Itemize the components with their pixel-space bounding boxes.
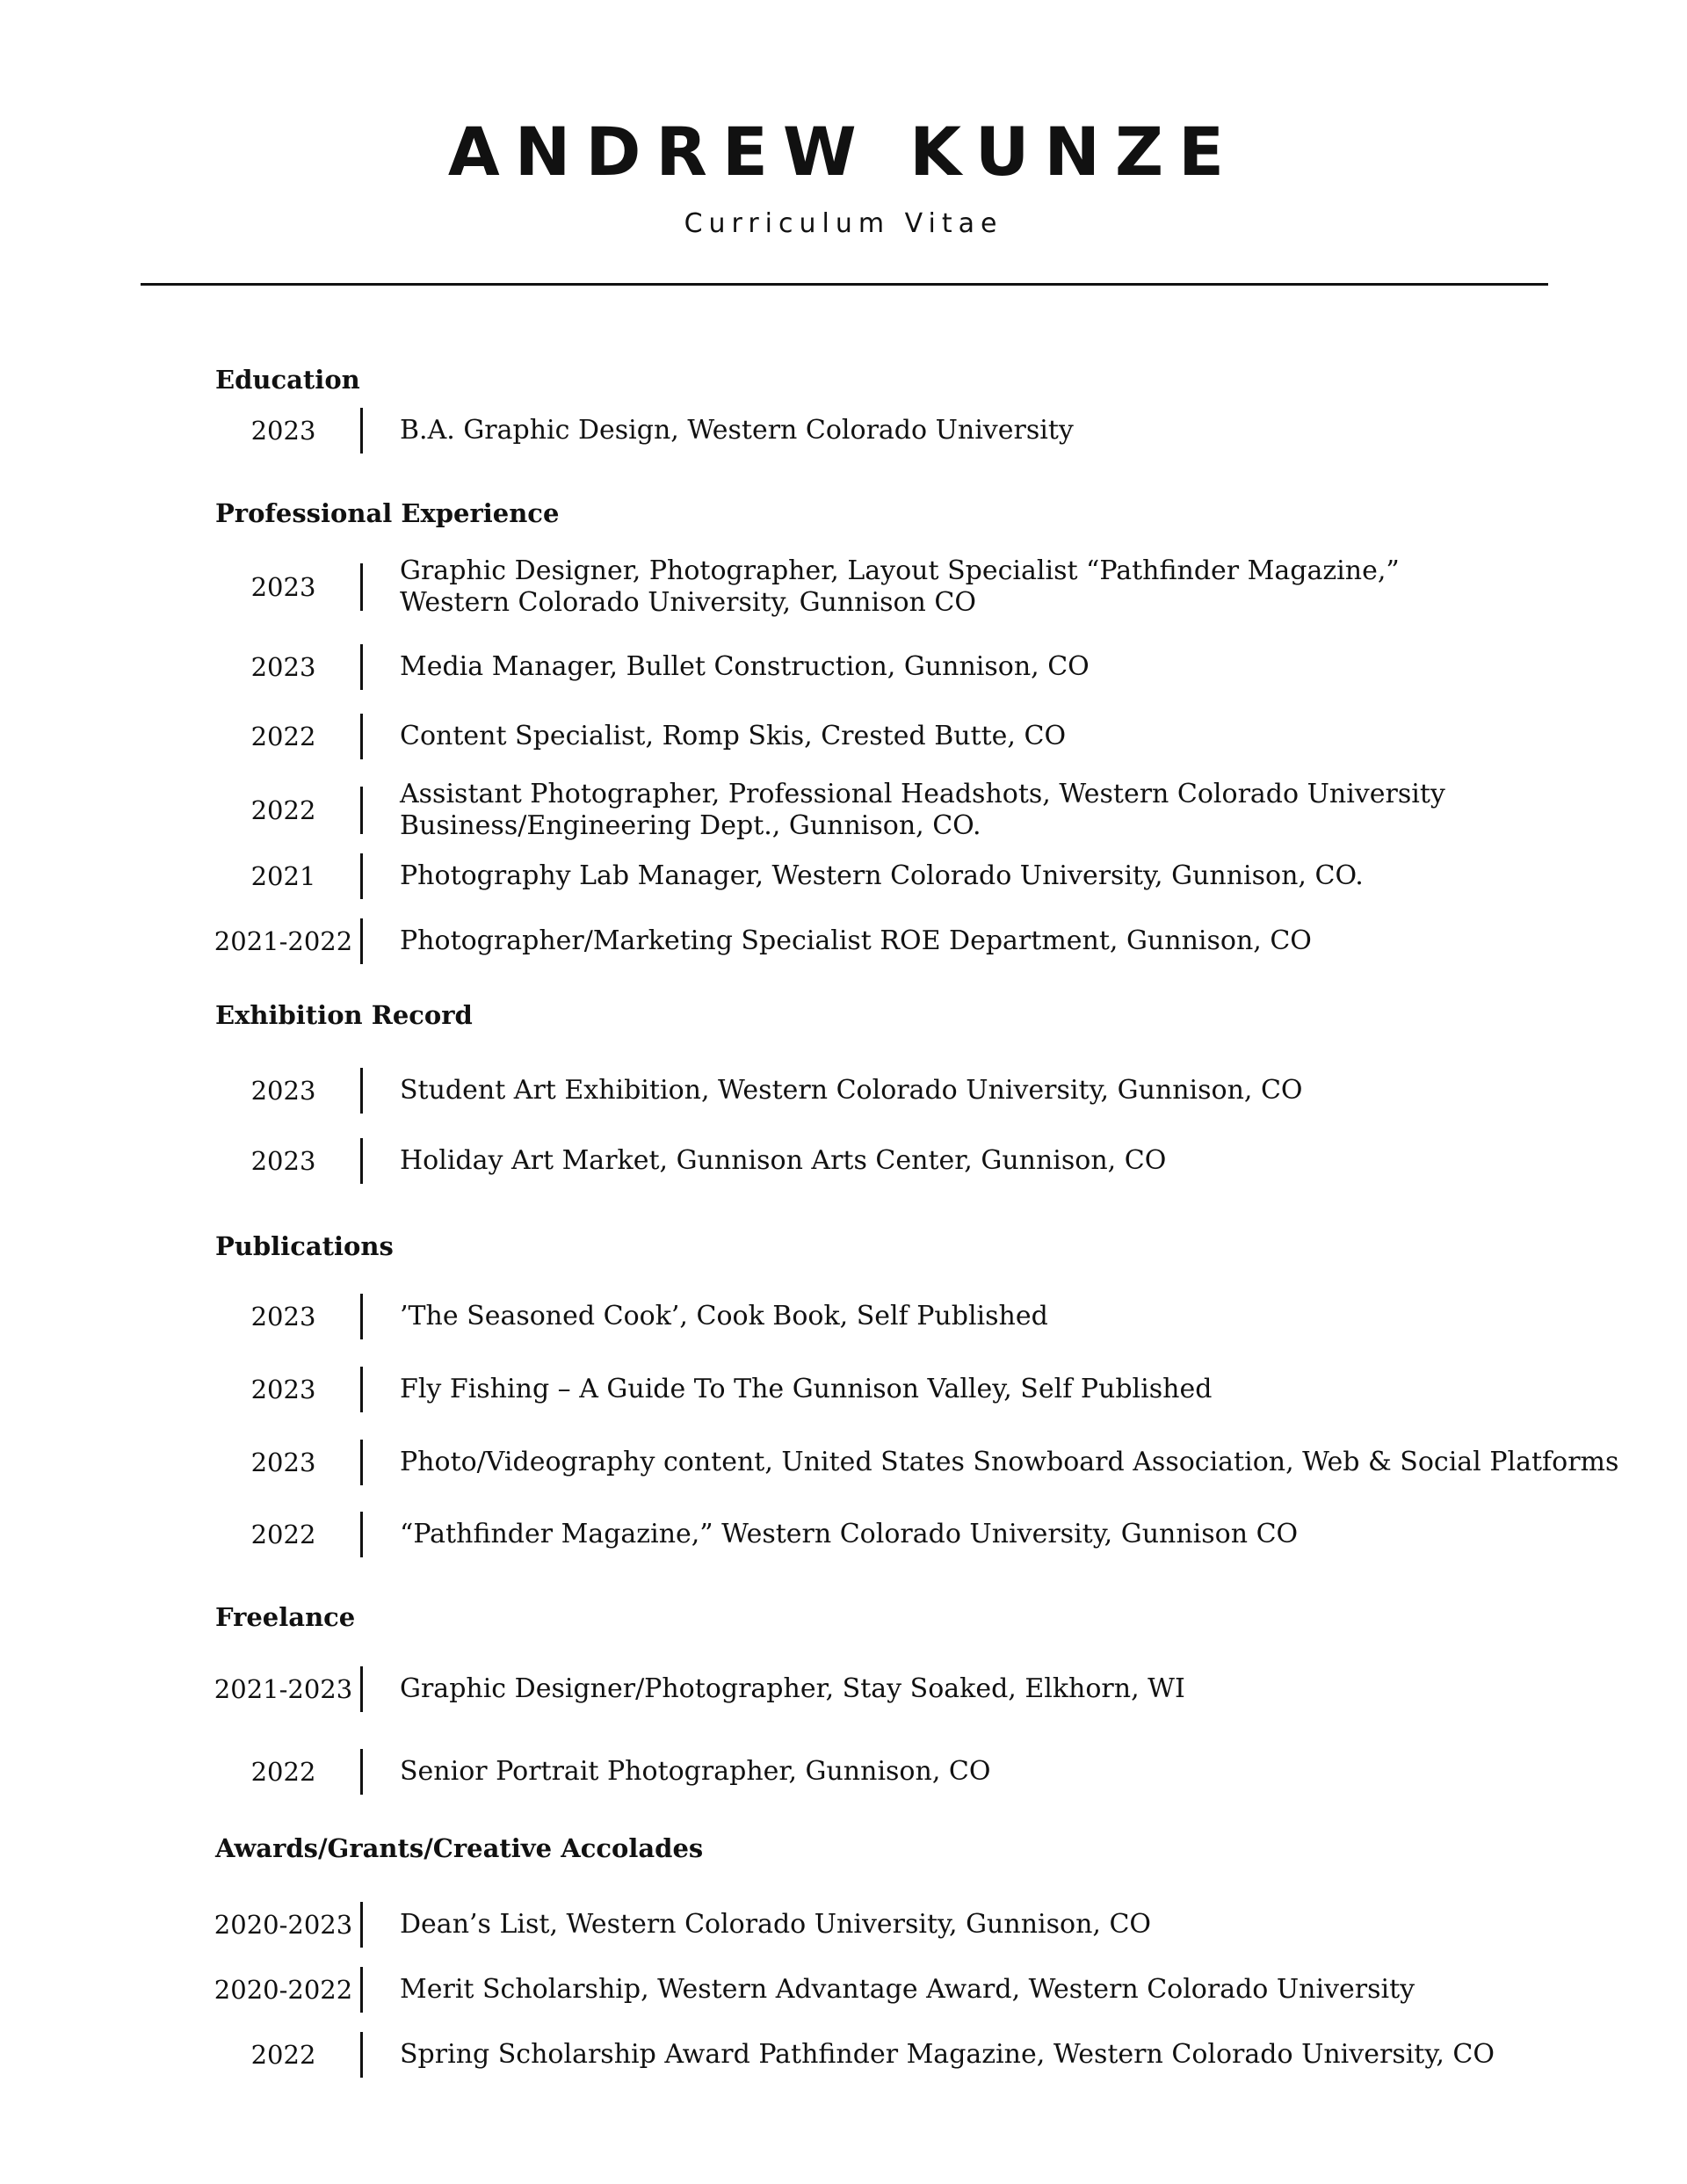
- entry-line: B.A. Graphic Design, Western Colorado University: [400, 415, 1074, 446]
- entry-divider: [360, 563, 363, 611]
- entry-line: Graphic Designer/Photographer, Stay Soaked, Elkhorn, WI: [400, 1673, 1185, 1704]
- entry-divider: [360, 2032, 363, 2078]
- entry-year: 2021: [250, 861, 316, 891]
- entry-divider: [360, 714, 363, 759]
- entry-description: [400, 1068, 1568, 1114]
- entry-year: 2022: [250, 1757, 316, 1787]
- entry-description: [400, 1512, 1568, 1557]
- entry-line: Graphic Designer, Photographer, Layout Specialist “Pathfinder Magazine,”: [400, 555, 1400, 586]
- entry-year: 2021-2023: [214, 1674, 353, 1704]
- entry-year: 2022: [250, 2040, 316, 2070]
- entry-line: “Pathfinder Magazine,” Western Colorado University, Gunnison CO: [400, 1519, 1299, 1549]
- entry-description: [400, 918, 1568, 964]
- experience-entry: [0, 853, 1687, 899]
- entry-line: Photography Lab Manager, Western Colorado University, Gunnison, CO.: [400, 860, 1364, 891]
- section-heading-education: Education: [215, 365, 360, 395]
- entry-year: 2020-2023: [214, 1910, 353, 1940]
- entry-divider: [360, 1967, 363, 2013]
- award-entry: [0, 1967, 1687, 2013]
- entry-year: 2023: [250, 1146, 316, 1176]
- entry-year: 2020-2022: [214, 1975, 353, 2005]
- entry-description: [400, 555, 1568, 618]
- entry-description: [400, 1967, 1568, 2013]
- freelance-entry: [0, 1666, 1687, 1712]
- entry-line: Merit Scholarship, Western Advantage Award, Western Colorado University: [400, 1974, 1415, 2005]
- entry-line: Holiday Art Market, Gunnison Arts Center, Gunnison, CO: [400, 1145, 1167, 1176]
- experience-entry: [0, 644, 1687, 690]
- page-title: ANDREW KUNZE: [447, 112, 1240, 191]
- entry-divider: [360, 1666, 363, 1712]
- entry-line: Dean’s List, Western Colorado University, Gunnison, CO: [400, 1909, 1152, 1940]
- entry-line: ’The Seasoned Cook’, Cook Book, Self Published: [400, 1301, 1048, 1331]
- publication-entry: [0, 1367, 1687, 1412]
- page-subtitle: Curriculum Vitae: [684, 208, 1003, 239]
- entry-year: 2023: [250, 1448, 316, 1477]
- experience-entry: [0, 714, 1687, 759]
- entry-year: 2023: [250, 1076, 316, 1106]
- entry-line: Photo/Videography content, United States Snowboard Association, Web & Social Platforms: [400, 1447, 1619, 1477]
- entry-divider: [360, 787, 363, 834]
- entry-divider: [360, 1367, 363, 1412]
- entry-description: [400, 714, 1568, 759]
- entry-line: Content Specialist, Romp Skis, Crested Butte, CO: [400, 721, 1067, 751]
- entry-description: [400, 1749, 1568, 1795]
- exhibition-entry: [0, 1068, 1687, 1114]
- entry-line: Student Art Exhibition, Western Colorado University, Gunnison, CO: [400, 1075, 1303, 1106]
- entry-divider: [360, 918, 363, 964]
- section-heading-exhibition-record: Exhibition Record: [215, 1000, 473, 1030]
- publication-entry: [0, 1294, 1687, 1339]
- entry-description: [400, 2032, 1568, 2078]
- entry-divider: [360, 1512, 363, 1557]
- entry-year: 2021-2022: [214, 926, 353, 956]
- entry-description: [400, 1294, 1568, 1339]
- entry-description: [400, 779, 1568, 841]
- entry-year: 2022: [250, 795, 316, 825]
- experience-entry: [0, 555, 1687, 618]
- entry-divider: [360, 1068, 363, 1114]
- entry-divider: [360, 408, 363, 453]
- award-entry: [0, 2032, 1687, 2078]
- award-entry: [0, 1902, 1687, 1948]
- experience-entry: [0, 918, 1687, 964]
- entry-line: Media Manager, Bullet Construction, Gunnison, CO: [400, 651, 1090, 682]
- entry-year: 2022: [250, 1520, 316, 1549]
- entry-divider: [360, 1440, 363, 1485]
- entry-divider: [360, 1294, 363, 1339]
- entry-description: [400, 1367, 1568, 1412]
- entry-line: Assistant Photographer, Professional Headshots, Western Colorado University: [400, 779, 1445, 809]
- entry-year: 2023: [250, 652, 316, 682]
- entry-year: 2022: [250, 722, 316, 751]
- entry-line: Photographer/Marketing Specialist ROE Department, Gunnison, CO: [400, 925, 1312, 956]
- freelance-entry: [0, 1749, 1687, 1795]
- entry-year: 2023: [250, 1302, 316, 1331]
- entry-description: [400, 1666, 1568, 1712]
- entry-description: [400, 1138, 1568, 1184]
- entry-divider: [360, 1902, 363, 1948]
- entry-divider: [360, 644, 363, 690]
- entry-year: 2023: [250, 1375, 316, 1404]
- header-divider: [141, 283, 1548, 286]
- publication-entry: [0, 1440, 1687, 1485]
- entry-description: [400, 1902, 1568, 1948]
- entry-divider: [360, 853, 363, 899]
- entry-description: [400, 1440, 1619, 1485]
- experience-entry: [0, 779, 1687, 841]
- publication-entry: [0, 1512, 1687, 1557]
- entry-line: Senior Portrait Photographer, Gunnison, CO: [400, 1756, 991, 1787]
- section-heading-freelance: Freelance: [215, 1602, 356, 1632]
- entry-description: [400, 408, 1568, 453]
- entry-divider: [360, 1138, 363, 1184]
- section-heading-publications: Publications: [215, 1231, 394, 1261]
- exhibition-entry: [0, 1138, 1687, 1184]
- entry-divider: [360, 1749, 363, 1795]
- entry-description: [400, 644, 1568, 690]
- entry-year: 2023: [250, 416, 316, 446]
- entry-line: Fly Fishing – A Guide To The Gunnison Valley, Self Published: [400, 1374, 1213, 1404]
- entry-line: Western Colorado University, Gunnison CO: [400, 587, 976, 618]
- entry-year: 2023: [250, 572, 316, 602]
- entry-description: [400, 853, 1568, 899]
- entry-line: Spring Scholarship Award Pathfinder Magazine, Western Colorado University, CO: [400, 2039, 1495, 2070]
- section-heading-awards: Awards/Grants/Creative Accolades: [215, 1833, 704, 1863]
- section-heading-professional-experience: Professional Experience: [215, 498, 560, 528]
- education-entry: [0, 408, 1687, 453]
- entry-line: Business/Engineering Dept., Gunnison, CO.: [400, 810, 981, 841]
